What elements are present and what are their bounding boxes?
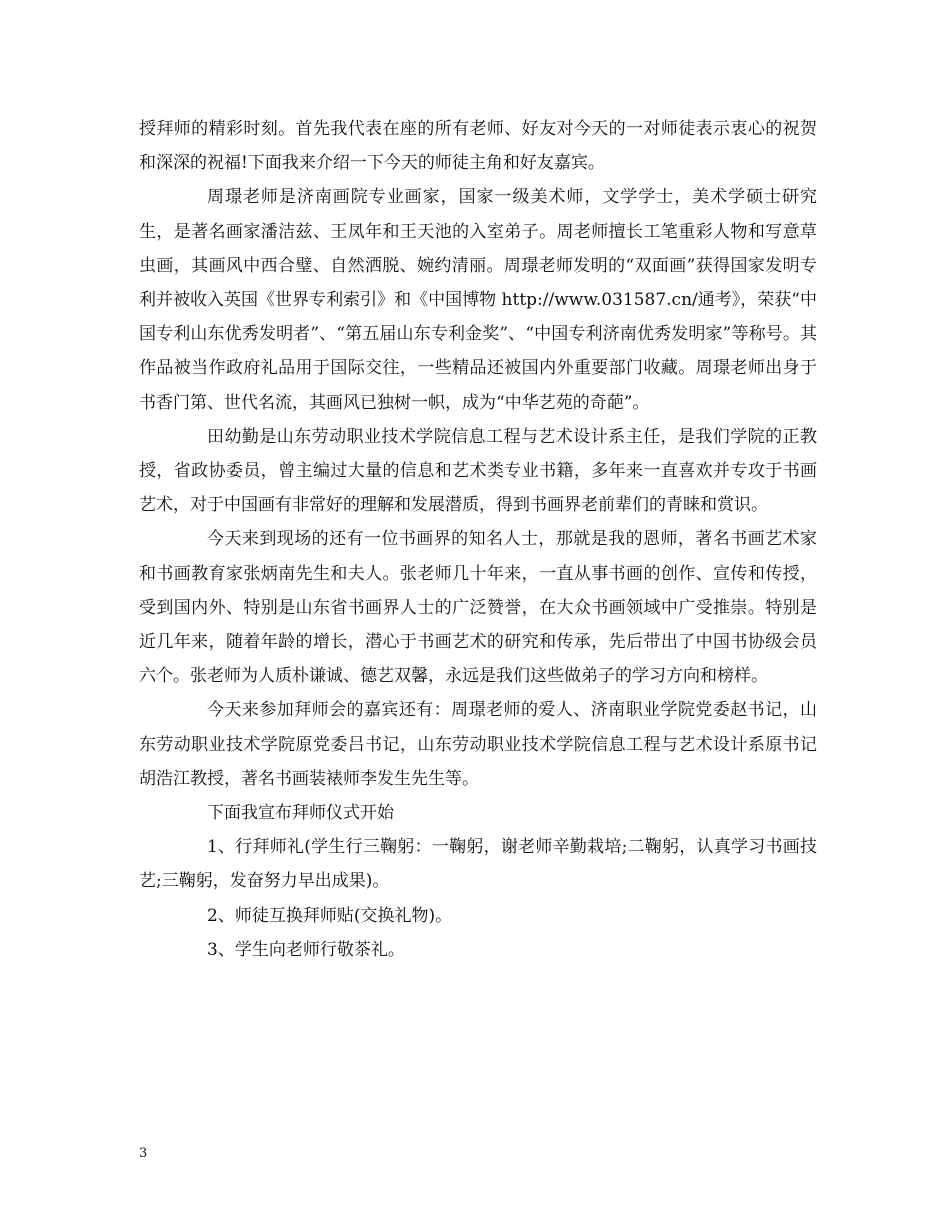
page-number: 3	[139, 1146, 148, 1161]
paragraph-ceremony-start: 下面我宣布拜师仪式开始	[207, 803, 394, 824]
paragraph-opening: 授拜师的精彩时刻。首先我代表在座的所有老师、好友对今天的一对师徒表示衷心的祝贺和深深的祝福!下面我来介绍一下今天的师徒主角和好友嘉宾。	[139, 119, 817, 174]
list-item-step-3: 3、学生向老师行敬茶礼。	[207, 939, 405, 960]
list-item-step-1: 1、行拜师礼(学生行三鞠躬：一鞠躬，谢老师辛勤栽培;二鞠躬，认真学习书画技艺;三鞠躬，发奋努力早出成果)。	[139, 837, 817, 892]
document-body	[139, 112, 817, 967]
paragraph-tian-youqin-bio: 田幼勤是山东劳动职业技术学院信息工程与艺术设计系主任，是我们学院的正教授，省政协委员，曾主编过大量的信息和艺术类专业书籍，多年来一直喜欢并专攻于书画艺术，对于中国画有非常好的理解和发展潜质，得到书画界老前辈们的青睐和赏识。	[139, 426, 817, 516]
list-item-step-2: 2、师徒互换拜师贴(交换礼物)。	[207, 905, 453, 926]
paragraph-zhang-bingnan-bio: 今天来到现场的还有一位书画界的知名人士，那就是我的恩师，著名书画艺术家和书画教育家张炳南先生和夫人。张老师几十年来，一直从事书画的创作、宣传和传授，受到国内外、特别是山东省书画界人士的广泛赞誉，在大众书画领域中广受推崇。特别是近几年来，随着年龄的增长，潜心于书画艺术的研究和传承，先后带出了中国书协级会员六个。张老师为人质朴谦诚、德艺双馨，永远是我们这些做弟子的学习方向和榜样。	[139, 529, 817, 687]
paragraph-zhou-jing-bio: 周璟老师是济南画院专业画家，国家一级美术师，文学学士，美术学硕士研究生，是著名画家潘洁兹、王凤年和王天池的入室弟子。周老师擅长工笔重彩人物和写意草虫画，其画风中西合璧、自然洒脱、婉约清丽。周璟老师发明的“双面画”获得国家发明专利并被收入英国《世界专利索引》和《中国博物 http://www.031587.cn/通考》，荣获“中国专利山东优秀发明者”、“第五届山东专利金奖”、“中国专利济南优秀发明家”等称号。其作品被当作政府礼品用于国际交往，一些精品还被国内外重要部门收藏。周璟老师出身于书香门第、世代名流，其画风已独树一帜，成为“中华艺苑的奇葩”。	[139, 187, 817, 413]
paragraph-guests: 今天来参加拜师会的嘉宾还有：周璟老师的爱人、济南职业学院党委赵书记，山东劳动职业技术学院原党委吕书记，山东劳动职业技术学院信息工程与艺术设计系原书记胡浩江教授，著名书画装裱师李发生先生等。	[139, 700, 817, 789]
